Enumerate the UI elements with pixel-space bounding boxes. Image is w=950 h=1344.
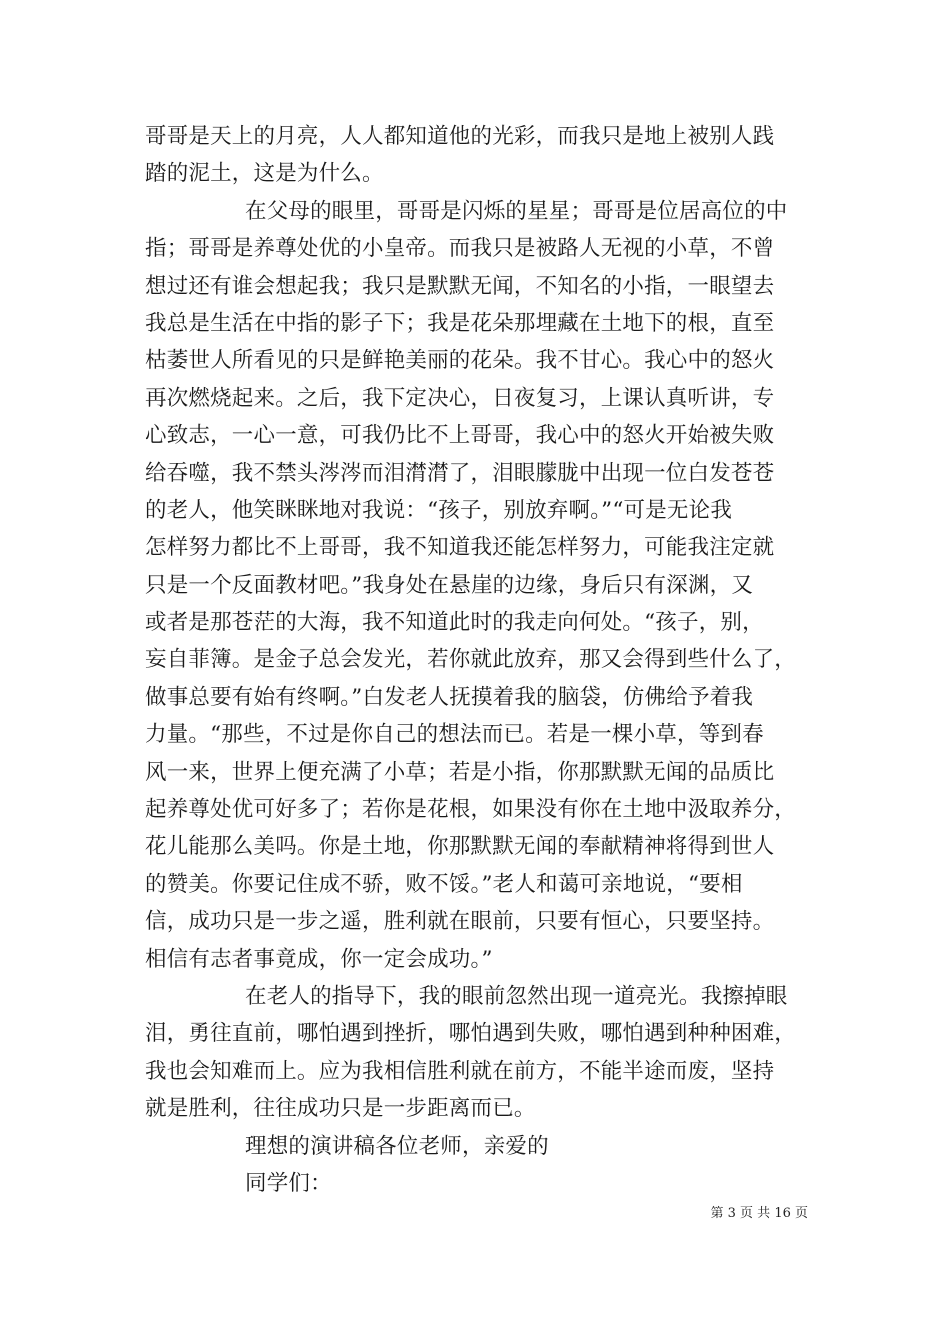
text-line: 再次燃烧起来。之后，我下定决心，日夜复习，上课认真听讲，专 <box>145 385 775 411</box>
page-number: 第 3 页 共 16 页 <box>710 1206 808 1221</box>
text-line: 哥哥是天上的月亮，人人都知道他的光彩，而我只是地上被别人践 <box>145 124 775 149</box>
text-line: 怎样努力都比不上哥哥，我不知道我还能怎样努力，可能我注定就 <box>145 535 775 561</box>
text-line: 就是胜利，往往成功只是一步距离而已。 <box>145 1096 536 1122</box>
text-line: 踏的泥土，这是为什么。 <box>145 161 384 187</box>
text-line: 我也会知难而上。应为我相信胜利就在前方，不能半途而废，坚持 <box>145 1058 775 1084</box>
document-body <box>145 118 810 1202</box>
text-line: 我总是生活在中指的影子下；我是花朵那埋藏在土地下的根，直至 <box>145 310 775 336</box>
text-line: 心致志，一心一意，可我仍比不上哥哥，我心中的怒火开始被失败 <box>145 423 775 449</box>
salutation-line: 同学们： <box>245 1170 332 1196</box>
text-line: 泪，勇往直前，哪怕遇到挫折，哪怕遇到失败，哪怕遇到种种困难， <box>145 1021 797 1047</box>
text-line: 花儿能那么美吗。你是土地，你那默默无闻的奉献精神将得到世人 <box>145 834 775 860</box>
text-line: 做事总要有始有终啊。”白发老人抚摸着我的脑袋，仿佛给予着我 <box>145 684 754 710</box>
text-line: 或者是那苍茫的大海，我不知道此时的我走向何处。“孩子，别， <box>145 610 764 636</box>
text-line: 信，成功只是一步之遥，胜利就在眼前，只要有恒心，只要坚持。 <box>145 909 775 935</box>
text-line: 的老人，他笑眯眯地对我说：“孩子，别放弃啊。”“可是无论我 <box>145 497 733 523</box>
text-line: 给吞噬，我不禁头涔涔而泪潸潸了，泪眼朦胧中出现一位白发苍苍 <box>145 460 775 486</box>
text-line: 起养尊处优可好多了；若你是花根，如果没有你在土地中汲取养分， <box>145 797 797 823</box>
text-line: 风一来，世界上便充满了小草；若是小指，你那默默无闻的品质比 <box>145 759 775 785</box>
text-line: 的赞美。你要记住成不骄，败不馁。”老人和蔼可亲地说，“要相 <box>145 871 743 897</box>
text-line: 指；哥哥是养尊处优的小皇帝。而我只是被路人无视的小草，不曾 <box>145 236 775 262</box>
text-line: 相信有志者事竟成，你一定会成功。” <box>145 946 493 972</box>
paragraph-start-line: 在父母的眼里，哥哥是闪烁的星星；哥哥是位居高位的中 <box>245 198 788 224</box>
text-line: 力量。“那些，不过是你自己的想法而已。若是一棵小草，等到春 <box>145 722 764 748</box>
speech-title-line: 理想的演讲稿各位老师，亲爱的 <box>245 1133 549 1159</box>
text-line: 枯萎世人所看见的只是鲜艳美丽的花朵。我不甘心。我心中的怒火 <box>145 348 775 374</box>
paragraph-start-line: 在老人的指导下，我的眼前忽然出现一道亮光。我擦掉眼 <box>245 983 788 1009</box>
text-line: 只是一个反面教材吧。”我身处在悬崖的边缘，身后只有深渊，又 <box>145 572 754 598</box>
text-line: 妄自菲簿。是金子总会发光，若你就此放弃，那又会得到些什么了， <box>145 647 797 673</box>
text-line: 想过还有谁会想起我；我只是默默无闻，不知名的小指，一眼望去 <box>145 273 775 299</box>
